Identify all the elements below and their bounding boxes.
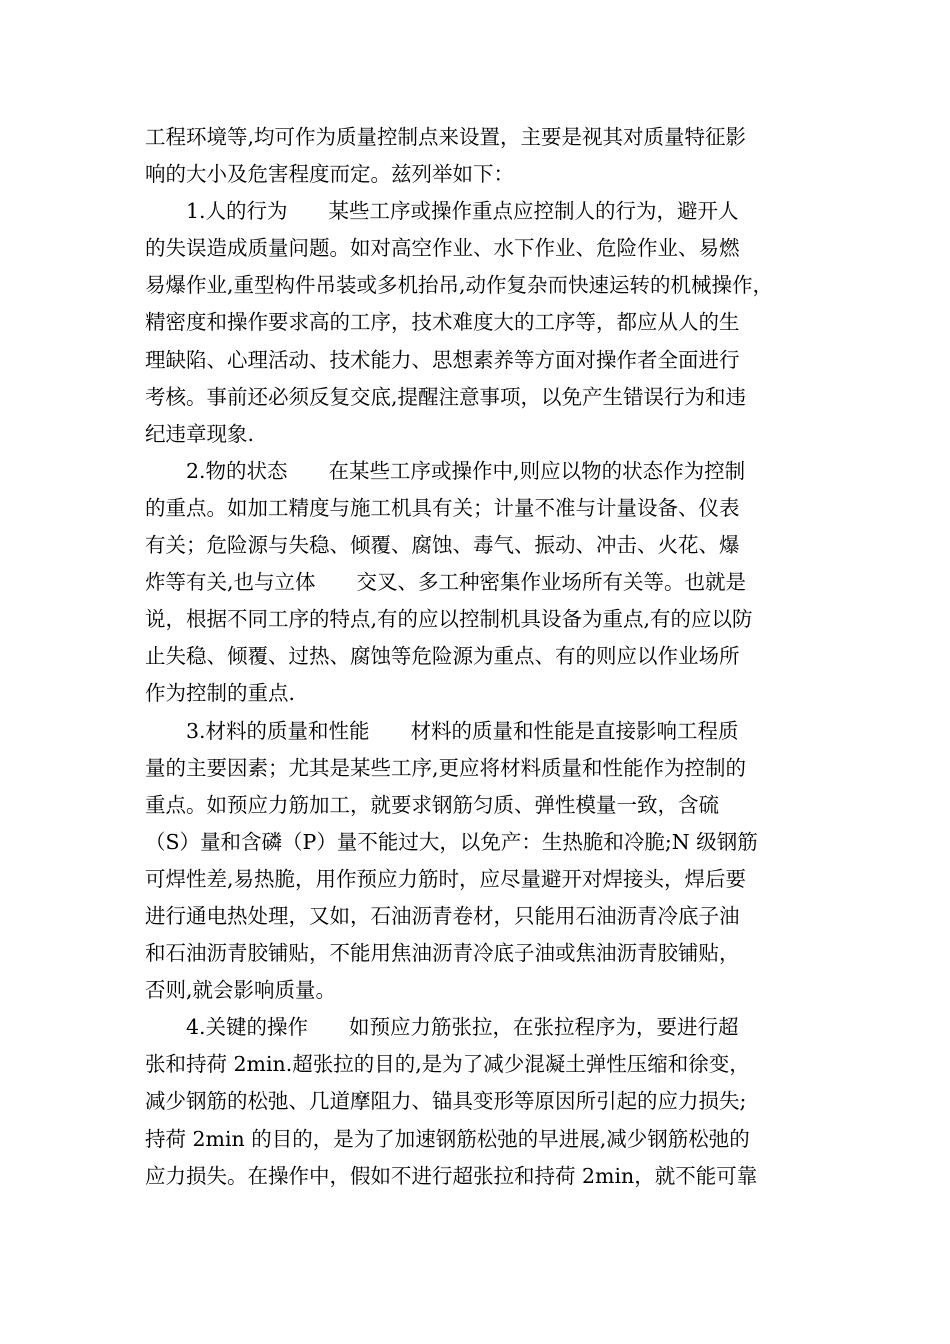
paragraph-first-line: 4.关键的操作 如预应力筋张拉，在张拉程序为，要进行超 [186, 1015, 739, 1040]
text-line: 进行通电热处理，又如，石油沥青卷材，只能用石油沥青冷底子油 [145, 903, 740, 928]
text-line: 炸等有关,也与立体 交叉、多工种密集作业场所有关等。也就是 [145, 570, 747, 595]
text-line: 易爆作业,重型构件吊装或多机抬吊,动作复杂而快速运转的机械操作， [145, 273, 774, 298]
paragraph-first-line: 1.人的行为 某些工序或操作重点应控制人的行为，避开人 [186, 199, 739, 224]
document-body-text [145, 119, 815, 1195]
text-line: 理缺陷、心理活动、技术能力、思想素养等方面对操作者全面进行 [145, 347, 740, 372]
text-line: 应力损失。在操作中，假如不进行超张拉和持荷 2min，就不能可靠 [145, 1163, 758, 1188]
text-line: 的失误造成质量问题。如对高空作业、水下作业、危险作业、易燃 [145, 236, 740, 261]
text-line: （S）量和含磷（P）量不能过大，以免产：生热脆和冷脆;N 级钢筋 [145, 829, 758, 854]
text-line: 重点。如预应力筋加工，就要求钢筋匀质、弹性模量一致，含硫 [145, 792, 719, 817]
text-line: 止失稳、倾覆、过热、腐蚀等危险源为重点、有的则应以作业场所 [145, 644, 740, 669]
text-line: 工程环境等,均可作为质量控制点来设置，主要是视其对质量特征影 [145, 125, 747, 149]
text-line: 量的主要因素；尤其是某些工序,更应将材料质量和性能作为控制的 [145, 755, 747, 780]
text-line: 的重点。如加工精度与施工机具有关；计量不准与计量设备、仪表 [145, 495, 740, 520]
paragraph-first-line: 3.材料的质量和性能 材料的质量和性能是直接影响工程质 [186, 718, 739, 743]
text-line: 和石油沥青胶铺贴，不能用焦油沥青冷底子油或焦油沥青胶铺贴， [145, 941, 740, 966]
text-line: 作为控制的重点. [145, 681, 296, 706]
text-line: 张和持荷 2min.超张拉的目的,是为了减少混凝土弹性压缩和徐变， [145, 1052, 750, 1077]
text-line: 考核。事前还必须反复交底,提醒注意事项，以免产生错误行为和违 [145, 384, 747, 409]
text-line: 减少钢筋的松弛、几道摩阻力、锚具变形等原因所引起的应力损失; [145, 1089, 747, 1114]
text-line: 纪违章现象. [145, 421, 255, 446]
text-line: 否则,就会影响质量。 [145, 978, 337, 1003]
text-line: 说，根据不同工序的特点,有的应以控制机具设备为重点,有的应以防 [145, 607, 753, 632]
paragraph-first-line: 2.物的状态 在某些工序或操作中,则应以物的状态作为控制 [186, 458, 746, 483]
text-line: 可焊性差,易热脆，用作预应力筋时，应尽量避开对焊接头，焊后要 [145, 866, 747, 891]
text-line: 有关；危险源与失稳、倾覆、腐蚀、毒气、振动、冲击、火花、爆 [145, 533, 740, 558]
text-line: 响的大小及危害程度而定。兹列举如下： [145, 162, 514, 187]
text-line: 持荷 2min 的目的，是为了加速钢筋松弛的早进展,减少钢筋松弛的 [145, 1126, 750, 1151]
text-line: 精密度和操作要求高的工序，技术难度大的工序等，都应从人的生 [145, 310, 740, 335]
